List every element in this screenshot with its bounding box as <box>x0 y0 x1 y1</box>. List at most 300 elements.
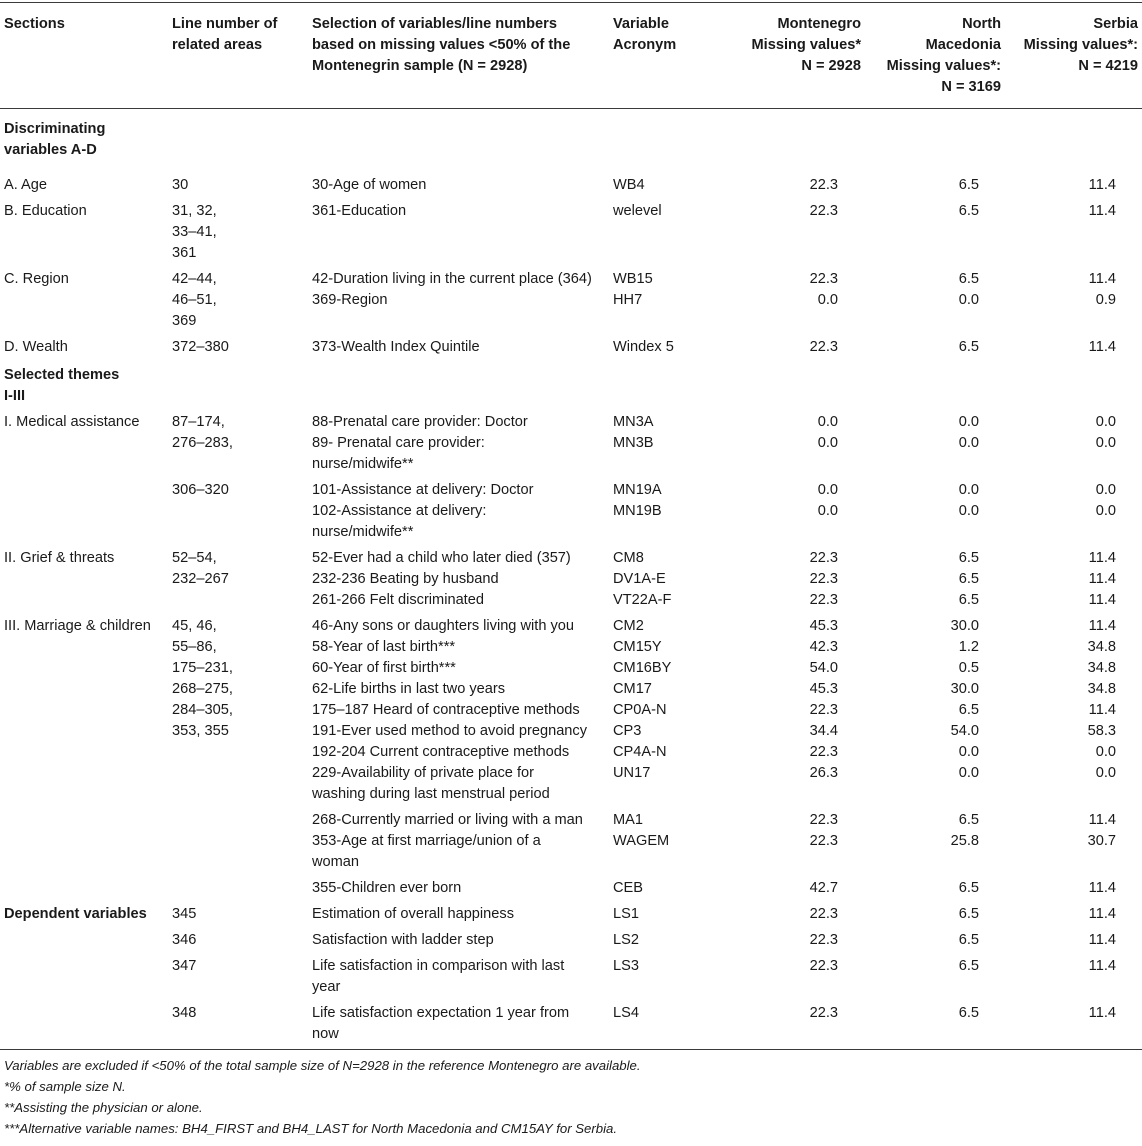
group-title-line: variables A-D <box>4 142 97 158</box>
line-number-cell-line: 353, 355 <box>172 723 229 739</box>
selection-cell-line: 62-Life births in last two years <box>312 681 506 697</box>
acronym-cell <box>609 196 720 264</box>
empty-cell <box>865 358 1005 407</box>
selection-cell-line: 192-204 Current contraceptive methods <box>312 744 570 760</box>
selection-cell-line: Satisfaction with ladder step <box>312 932 494 948</box>
montenegro-cell-value: 22.3 <box>809 744 838 760</box>
line-number-cell: 348 <box>168 998 308 1050</box>
selection-cell <box>308 543 609 611</box>
serbia-cell <box>1005 332 1142 358</box>
selection-cell <box>308 611 609 805</box>
spacer <box>724 784 838 805</box>
line-number-cell-line: 31, 32, <box>172 203 217 219</box>
selection-cell-line: 58-Year of last birth*** <box>312 639 456 655</box>
line-number-cell: 346 <box>172 932 197 948</box>
serbia-cell-value: 34.8 <box>1087 660 1116 676</box>
table-row <box>0 951 1142 998</box>
empty-cell <box>609 358 720 407</box>
selection-cell-line: Estimation of overall happiness <box>312 906 514 922</box>
section-cell <box>0 543 168 611</box>
serbia-cell-value: 11.4 <box>1088 550 1116 566</box>
selection-cell-line: 373-Wealth Index Quintile <box>312 339 480 355</box>
section-cell <box>0 161 168 196</box>
acronym-cell-value: HH7 <box>613 292 643 308</box>
line-number-cell: 347 <box>172 958 197 974</box>
empty-cell <box>308 358 609 407</box>
line-number-cell-line: 55–86, <box>172 639 217 655</box>
line-number-cell <box>168 407 308 475</box>
selection-cell-line: 89- Prenatal care provider: <box>312 435 485 451</box>
montenegro-cell-value: 22.3 <box>809 571 838 587</box>
north-macedonia-cell-value: 0.0 <box>958 292 979 308</box>
north-macedonia-cell-value: 6.5 <box>958 592 979 608</box>
selection-cell-line: 30-Age of women <box>312 177 427 193</box>
header-montenegro: Montenegro Missing values* N = 2928 <box>720 3 865 109</box>
acronym-cell-value: MN19B <box>613 503 662 519</box>
montenegro-cell: 22.3 <box>809 932 838 948</box>
empty-cell <box>168 109 308 162</box>
serbia-cell-value: 11.4 <box>1088 271 1116 287</box>
section-cell <box>0 407 168 475</box>
acronym-cell-value: CP4A-N <box>613 744 667 760</box>
line-number-cell <box>168 873 308 899</box>
table-row <box>0 332 1142 358</box>
serbia-cell-value: 11.4 <box>1088 812 1116 828</box>
section-cell-line: I. Medical assistance <box>4 414 140 430</box>
selection-cell-line: Life satisfaction expectation 1 year from <box>312 1005 570 1021</box>
serbia-cell-value: 11.4 <box>1088 203 1116 219</box>
section-cell-line: II. Grief & threats <box>4 550 115 566</box>
line-number-cell: 345 <box>172 906 197 922</box>
line-number-cell-line: 372–380 <box>172 339 229 355</box>
montenegro-cell-value: 22.3 <box>809 592 838 608</box>
serbia-cell <box>1005 543 1142 611</box>
line-number-cell <box>168 543 308 611</box>
header-selection: Selection of variables/line numbers based on missing values <50% of the Montenegrin sample (N = 2928) <box>308 3 609 109</box>
spacer <box>1009 522 1116 543</box>
selection-cell-line: 102-Assistance at delivery: <box>312 503 487 519</box>
acronym-cell-value: CM16BY <box>613 660 672 676</box>
montenegro-cell <box>720 196 865 264</box>
north-macedonia-cell <box>865 407 1005 475</box>
spacer <box>1009 852 1116 873</box>
montenegro-cell-value: 42.3 <box>809 639 838 655</box>
selection-cell-line: 261-266 Felt discriminated <box>312 592 484 608</box>
north-macedonia-cell <box>865 475 1005 543</box>
north-macedonia-cell: 6.5 <box>958 906 979 922</box>
table-row <box>0 543 1142 611</box>
serbia-cell-value: 11.4 <box>1088 571 1116 587</box>
serbia-cell-value: 0.0 <box>1095 414 1116 430</box>
table-row <box>0 407 1142 475</box>
header-acronym: Variable Acronym <box>609 3 720 109</box>
line-number-cell-line: 306–320 <box>172 482 229 498</box>
table-row <box>0 196 1142 264</box>
montenegro-cell-value: 22.3 <box>809 812 838 828</box>
north-macedonia-cell <box>865 264 1005 332</box>
serbia-cell-value: 0.0 <box>1095 765 1116 781</box>
selection-cell-line: 232-236 Beating by husband <box>312 571 499 587</box>
selection-cell <box>308 899 609 925</box>
north-macedonia-cell-value: 6.5 <box>958 702 979 718</box>
montenegro-cell-value: 26.3 <box>809 765 838 781</box>
north-macedonia-cell-value: 6.5 <box>958 177 979 193</box>
acronym-cell: LS1 <box>613 906 639 922</box>
serbia-cell-value: 11.4 <box>1088 339 1116 355</box>
empty-cell <box>168 358 308 407</box>
empty-cell <box>865 109 1005 162</box>
acronym-cell-value: VT22A-F <box>613 592 672 608</box>
north-macedonia-cell-value: 6.5 <box>958 880 979 896</box>
selection-cell <box>308 264 609 332</box>
north-macedonia-cell <box>865 611 1005 805</box>
spacer <box>1009 454 1116 475</box>
selection-cell-line: 229-Availability of private place for <box>312 765 534 781</box>
north-macedonia-cell-value: 0.0 <box>958 414 979 430</box>
north-macedonia-cell-value: 6.5 <box>958 571 979 587</box>
north-macedonia-cell: 6.5 <box>958 932 979 948</box>
table-row <box>0 805 1142 873</box>
section-cell <box>0 196 168 264</box>
montenegro-cell <box>720 407 865 475</box>
montenegro-cell-value: 34.4 <box>809 723 838 739</box>
line-number-cell <box>168 611 308 805</box>
north-macedonia-cell <box>865 873 1005 899</box>
section-cell <box>0 264 168 332</box>
group-title-line: Selected themes <box>4 367 120 383</box>
section-cell <box>0 925 168 951</box>
montenegro-cell <box>720 805 865 873</box>
north-macedonia-cell <box>865 332 1005 358</box>
header-line-number: Line number of related areas <box>168 3 308 109</box>
selection-cell <box>308 998 609 1050</box>
montenegro-cell-value: 22.3 <box>809 550 838 566</box>
north-macedonia-cell-value: 30.0 <box>950 618 979 634</box>
montenegro-cell <box>720 475 865 543</box>
north-macedonia-cell: 6.5 <box>865 998 1005 1050</box>
table-row <box>0 998 1142 1050</box>
spacer <box>869 852 979 873</box>
montenegro-cell <box>720 264 865 332</box>
section-cell-line: B. Education <box>4 203 87 219</box>
group-title-line: Discriminating <box>4 121 106 137</box>
serbia-cell <box>1005 264 1142 332</box>
montenegro-cell <box>720 161 865 196</box>
serbia-cell: 11.4 <box>1005 998 1142 1050</box>
acronym-cell-value: CM2 <box>613 618 644 634</box>
header-serbia: Serbia Missing values*: N = 4219 <box>1005 3 1142 109</box>
serbia-cell <box>1005 611 1142 805</box>
line-number-cell <box>168 475 308 543</box>
serbia-cell-value: 0.0 <box>1095 435 1116 451</box>
selection-cell-line: woman <box>312 854 360 870</box>
table-row <box>0 264 1142 332</box>
selection-cell <box>308 951 609 998</box>
serbia-cell <box>1005 805 1142 873</box>
spacer <box>1009 784 1116 805</box>
north-macedonia-cell <box>865 805 1005 873</box>
empty-cell <box>720 109 865 162</box>
acronym-cell <box>609 407 720 475</box>
montenegro-cell: 22.3 <box>809 906 838 922</box>
selection-cell-line: 369-Region <box>312 292 388 308</box>
selection-cell-line: washing during last menstrual period <box>312 786 550 802</box>
montenegro-cell-value: 0.0 <box>817 292 838 308</box>
selection-cell-line: 46-Any sons or daughters living with you <box>312 618 575 634</box>
acronym-cell: LS4 <box>609 998 720 1050</box>
line-number-cell-line: 276–283, <box>172 435 233 451</box>
montenegro-cell-value: 42.7 <box>809 880 838 896</box>
footnote: **Assisting the physician or alone. <box>4 1100 203 1115</box>
north-macedonia-cell-value: 6.5 <box>958 271 979 287</box>
serbia-cell-value: 11.4 <box>1088 592 1116 608</box>
montenegro-cell-value: 0.0 <box>817 482 838 498</box>
north-macedonia-cell-value: 6.5 <box>958 550 979 566</box>
montenegro-cell-value: 0.0 <box>817 435 838 451</box>
group-title <box>0 358 168 407</box>
acronym-cell <box>609 475 720 543</box>
montenegro-cell-value: 45.3 <box>809 618 838 634</box>
line-number-cell <box>168 332 308 358</box>
montenegro-cell <box>720 873 865 899</box>
serbia-cell: 11.4 <box>1088 906 1116 922</box>
line-number-cell <box>168 161 308 196</box>
spacer <box>869 454 979 475</box>
table-row <box>0 873 1142 899</box>
table-body <box>0 109 1142 1050</box>
selection-cell <box>308 407 609 475</box>
acronym-cell <box>609 805 720 873</box>
selection-cell-line: 88-Prenatal care provider: Doctor <box>312 414 528 430</box>
acronym-cell-value: CP3 <box>613 723 642 739</box>
north-macedonia-cell-value: 1.2 <box>958 639 979 655</box>
line-number-cell-line: 33–41, <box>172 224 217 240</box>
serbia-cell <box>1005 196 1142 264</box>
spacer <box>869 784 979 805</box>
line-number-cell <box>168 805 308 873</box>
acronym-cell <box>609 611 720 805</box>
montenegro-cell-value: 22.3 <box>809 833 838 849</box>
selection-cell-line: nurse/midwife** <box>312 524 414 540</box>
selection-cell <box>308 475 609 543</box>
acronym-cell <box>609 332 720 358</box>
table-row <box>0 611 1142 805</box>
empty-cell <box>1005 358 1142 407</box>
table-row <box>0 161 1142 196</box>
footnote: Variables are excluded if <50% of the total sample size of N=2928 in the reference Montenegro are available. <box>4 1058 641 1073</box>
north-macedonia-cell-value: 25.8 <box>950 833 979 849</box>
selection-cell-line: 175–187 Heard of contraceptive methods <box>312 702 580 718</box>
selection-cell <box>308 161 609 196</box>
section-cell <box>0 332 168 358</box>
spacer <box>613 852 716 873</box>
section-cell <box>0 805 168 873</box>
acronym-cell-value: UN17 <box>613 765 651 781</box>
selection-cell-line: 101-Assistance at delivery: Doctor <box>312 482 534 498</box>
selection-cell-line: 268-Currently married or living with a man <box>312 812 583 828</box>
footnote: *% of sample size N. <box>4 1079 126 1094</box>
serbia-cell-value: 11.4 <box>1088 618 1116 634</box>
line-number-cell-line: 268–275, <box>172 681 233 697</box>
line-number-cell-line: 45, 46, <box>172 618 217 634</box>
north-macedonia-cell-value: 6.5 <box>958 339 979 355</box>
acronym-cell <box>609 873 720 899</box>
acronym-cell-value: CM15Y <box>613 639 662 655</box>
line-number-cell-line: 369 <box>172 313 197 329</box>
footnote: ***Alternative variable names: BH4_FIRST and BH4_LAST for North Macedonia and CM15AY for Serbia. <box>4 1121 618 1136</box>
north-macedonia-cell-value: 0.5 <box>958 660 979 676</box>
north-macedonia-cell-value: 0.0 <box>958 503 979 519</box>
acronym-cell-value: WB4 <box>613 177 645 193</box>
section-cell: Dependent variables <box>4 906 147 922</box>
acronym-cell-value: DV1A-E <box>613 571 666 587</box>
serbia-cell-value: 34.8 <box>1087 681 1116 697</box>
north-macedonia-cell-value: 6.5 <box>958 203 979 219</box>
montenegro-cell: 22.3 <box>809 958 838 974</box>
spacer <box>724 852 838 873</box>
line-number-cell-line: 361 <box>172 245 197 261</box>
selection-cell <box>308 925 609 951</box>
header-sections: Sections <box>0 3 168 109</box>
serbia-cell <box>1005 407 1142 475</box>
table-row <box>0 925 1142 951</box>
acronym-cell-value: MA1 <box>613 812 644 828</box>
spacer <box>724 522 838 543</box>
header-north-macedonia: North Macedonia Missing values*: N = 3169 <box>865 3 1005 109</box>
section-cell <box>0 873 168 899</box>
line-number-cell <box>168 264 308 332</box>
acronym-cell-value: CM17 <box>613 681 652 697</box>
selection-cell-line: 60-Year of first birth*** <box>312 660 456 676</box>
serbia-cell-value: 0.0 <box>1095 503 1116 519</box>
serbia-cell: 11.4 <box>1088 932 1116 948</box>
table-row <box>0 475 1142 543</box>
selection-cell-line: 353-Age at first marriage/union of a <box>312 833 541 849</box>
line-number-cell <box>168 196 308 264</box>
montenegro-cell-value: 22.3 <box>809 177 838 193</box>
spacer <box>869 522 979 543</box>
group-heading <box>0 358 1142 407</box>
montenegro-cell-value: 22.3 <box>809 702 838 718</box>
empty-cell <box>308 109 609 162</box>
line-number-cell-line: 52–54, <box>172 550 217 566</box>
line-number-cell-line: 42–44, <box>172 271 217 287</box>
table-header <box>0 3 1142 109</box>
selection-cell-line: Life satisfaction in comparison with last <box>312 958 565 974</box>
selection-cell-line: nurse/midwife** <box>312 456 414 472</box>
acronym-cell <box>609 264 720 332</box>
group-title <box>0 109 168 162</box>
acronym-cell-value: MN3B <box>613 435 654 451</box>
acronym-cell-value: CEB <box>613 880 644 896</box>
montenegro-cell-value: 22.3 <box>809 271 838 287</box>
montenegro-cell-value: 22.3 <box>809 339 838 355</box>
acronym-cell: LS3 <box>613 958 639 974</box>
serbia-cell-value: 58.3 <box>1087 723 1116 739</box>
acronym-cell-value: Windex 5 <box>613 339 674 355</box>
empty-cell <box>720 358 865 407</box>
north-macedonia-cell-value: 0.0 <box>958 482 979 498</box>
selection-cell <box>308 805 609 873</box>
montenegro-cell-value: 45.3 <box>809 681 838 697</box>
north-macedonia-cell <box>865 543 1005 611</box>
selection-cell-line: year <box>312 979 341 995</box>
north-macedonia-cell <box>865 161 1005 196</box>
acronym-cell-value: CM8 <box>613 550 644 566</box>
section-cell-line: III. Marriage & children <box>4 618 151 634</box>
empty-cell <box>1005 109 1142 162</box>
line-number-cell-line: 232–267 <box>172 571 229 587</box>
group-heading <box>0 109 1142 162</box>
montenegro-cell <box>720 611 865 805</box>
north-macedonia-cell-value: 0.0 <box>958 744 979 760</box>
spacer <box>613 784 716 805</box>
acronym-cell-value: WB15 <box>613 271 653 287</box>
north-macedonia-cell-value: 30.0 <box>950 681 979 697</box>
spacer <box>724 454 838 475</box>
spacer <box>613 522 716 543</box>
line-number-cell-line: 46–51, <box>172 292 217 308</box>
serbia-cell-value: 34.8 <box>1087 639 1116 655</box>
empty-cell <box>609 109 720 162</box>
table-row <box>0 899 1142 925</box>
selection-cell <box>308 332 609 358</box>
serbia-cell-value: 0.9 <box>1095 292 1116 308</box>
serbia-cell-value: 0.0 <box>1095 482 1116 498</box>
selection-cell <box>308 196 609 264</box>
montenegro-cell-value: 22.3 <box>809 203 838 219</box>
montenegro-cell-value: 54.0 <box>809 660 838 676</box>
serbia-cell: 11.4 <box>1088 958 1116 974</box>
line-number-cell-line: 284–305, <box>172 702 233 718</box>
acronym-cell <box>609 161 720 196</box>
serbia-cell-value: 0.0 <box>1095 744 1116 760</box>
serbia-cell-value: 30.7 <box>1087 833 1116 849</box>
north-macedonia-cell-value: 54.0 <box>950 723 979 739</box>
acronym-cell-value: MN3A <box>613 414 654 430</box>
montenegro-cell: 22.3 <box>720 998 865 1050</box>
north-macedonia-cell-value: 0.0 <box>958 435 979 451</box>
selection-cell-line: 52-Ever had a child who later died (357) <box>312 550 571 566</box>
acronym-cell-value: CP0A-N <box>613 702 667 718</box>
acronym-cell-value: welevel <box>613 203 662 219</box>
montenegro-cell <box>720 332 865 358</box>
selection-cell-line: 42-Duration living in the current place (364) <box>312 271 592 287</box>
north-macedonia-cell: 6.5 <box>958 958 979 974</box>
serbia-cell <box>1005 161 1142 196</box>
section-cell-line: A. Age <box>4 177 48 193</box>
montenegro-cell-value: 0.0 <box>817 503 838 519</box>
selection-cell-line: 361-Education <box>312 203 407 219</box>
group-title-line: I-III <box>4 388 26 404</box>
section-cell <box>0 611 168 805</box>
north-macedonia-cell <box>865 196 1005 264</box>
serbia-cell <box>1005 873 1142 899</box>
line-number-cell-line: 87–174, <box>172 414 225 430</box>
selection-cell-line: 191-Ever used method to avoid pregnancy <box>312 723 588 739</box>
section-cell-line: D. Wealth <box>4 339 68 355</box>
acronym-cell-value: WAGEM <box>613 833 670 849</box>
serbia-cell-value: 11.4 <box>1088 880 1116 896</box>
north-macedonia-cell-value: 0.0 <box>958 765 979 781</box>
section-cell <box>0 475 168 543</box>
serbia-cell-value: 11.4 <box>1088 177 1116 193</box>
acronym-cell-value: MN19A <box>613 482 662 498</box>
line-number-cell-line: 30 <box>172 177 189 193</box>
serbia-cell-value: 11.4 <box>1088 702 1116 718</box>
selection-cell <box>308 873 609 899</box>
north-macedonia-cell-value: 6.5 <box>958 812 979 828</box>
